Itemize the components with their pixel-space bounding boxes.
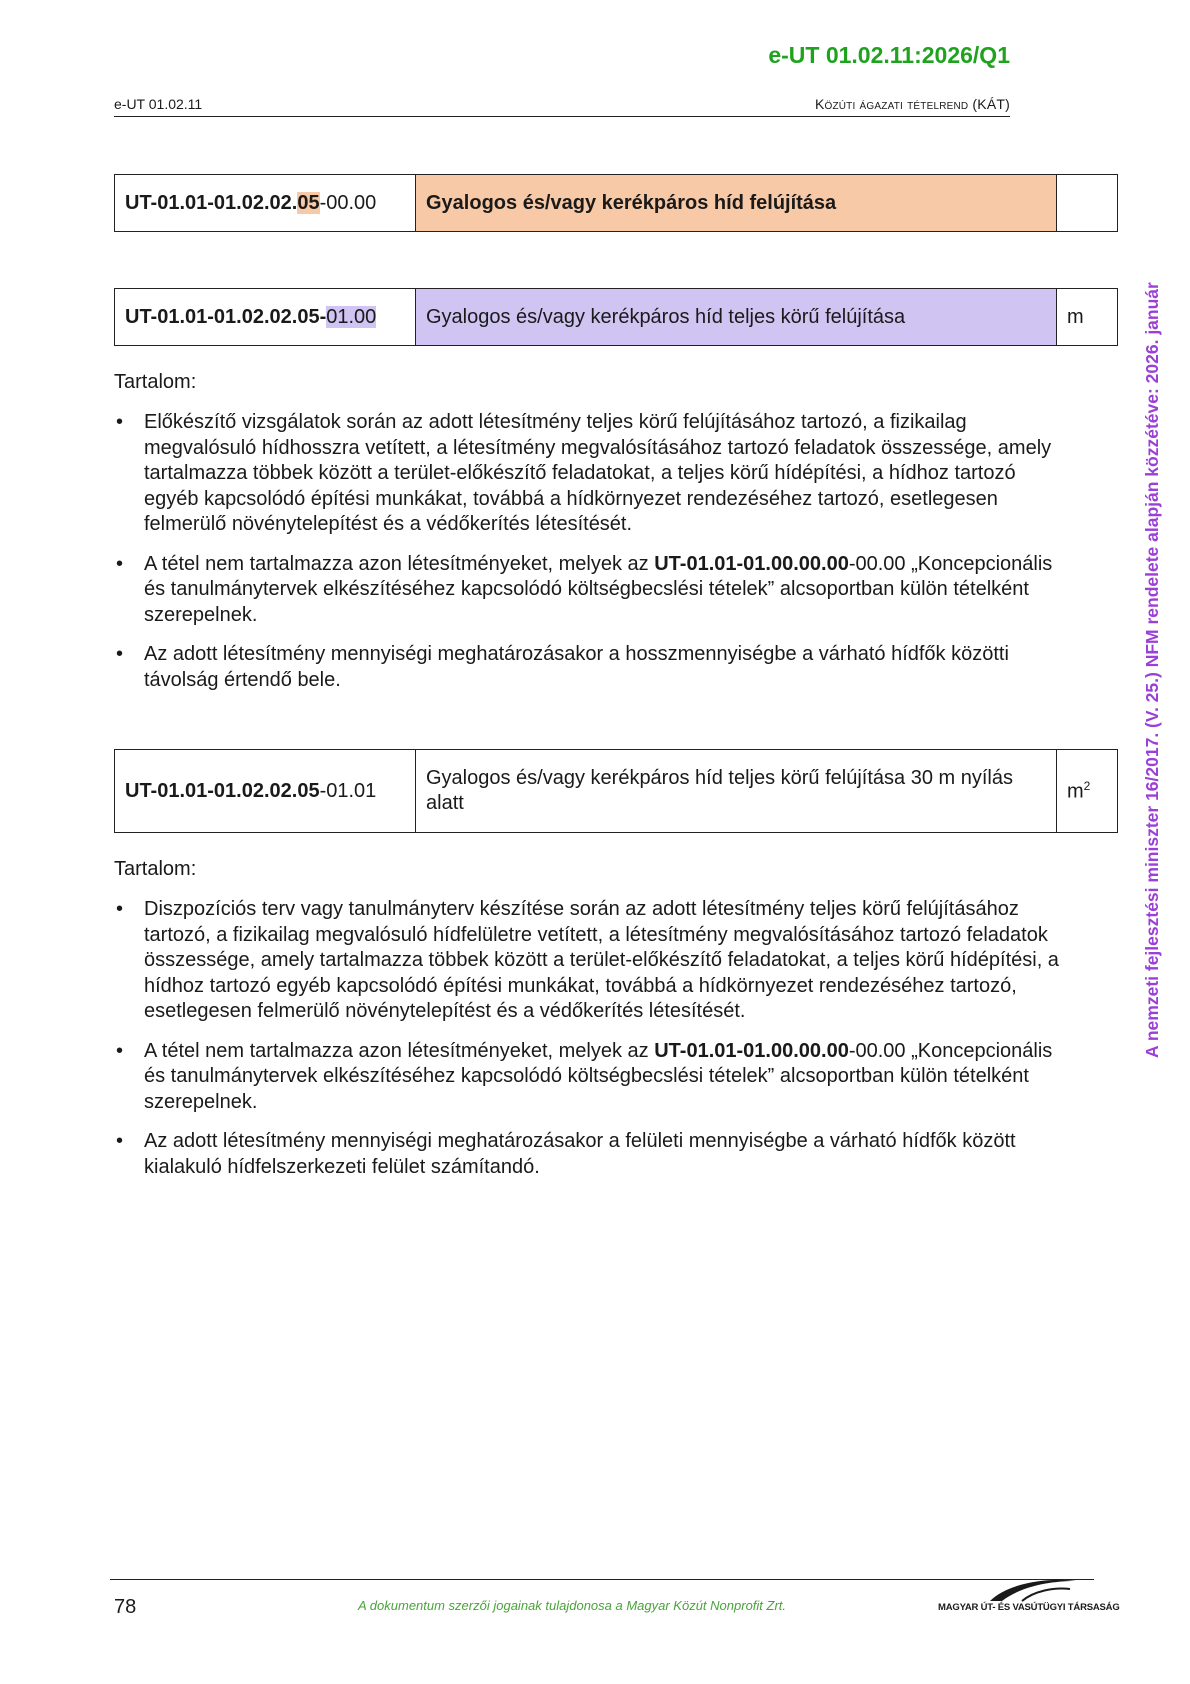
list-item: • Az adott létesítmény mennyiségi meghatározásakor a felületi mennyiségbe a várható hídfők között kialakuló hídfelszerkezeti felület számítandó.: [114, 1129, 1074, 1180]
page-number: 78: [114, 1596, 137, 1618]
item-table-sub: [114, 749, 1118, 833]
item-unit: [1057, 175, 1118, 232]
item-title: Gyalogos és/vagy kerékpáros híd teljes körű felújítása 30 m nyílás alatt: [416, 750, 1057, 833]
organization-logo: [938, 1575, 1120, 1615]
list-item: • A tétel nem tartalmazza azon létesítményeket, melyek az UT-01.01-01.00.00.00-00.00 „Koncepcionális és tanulmánytervek elkészítéséhez kapcsolódó költségbecslési tételek” alcsoportban külön tételként szerepelnek.: [114, 552, 1074, 629]
item-table-main: [114, 288, 1118, 346]
logo-text: MAGYAR ÚT- ÉS VASÚTÜGYI TÁRSASÁG: [938, 1602, 1120, 1613]
document-code: e-UT 01.02.11:2026/Q1: [768, 42, 1010, 68]
item-title: Gyalogos és/vagy kerékpáros híd teljes körű felújítása: [416, 289, 1057, 346]
item-unit: m: [1057, 289, 1118, 346]
list-item: • Az adott létesítmény mennyiségi meghatározásakor a hosszmennyiségbe a várható hídfők közötti távolság értendő bele.: [114, 642, 1074, 693]
section-label: Tartalom:: [114, 371, 197, 393]
swoosh-logo-icon: [938, 1575, 1088, 1603]
header-left: e-UT 01.02.11: [114, 96, 203, 112]
list-item: • A tétel nem tartalmazza azon létesítményeket, melyek az UT-01.01-01.00.00.00-00.00 „Koncepcionális és tanulmánytervek elkészítéséhez kapcsolódó költségbecslési tételek” alcsoportban külön tételként szerepelnek.: [114, 1039, 1074, 1116]
content-list: [114, 897, 1074, 1194]
list-item: • Diszpozíciós terv vagy tanulmányterv készítése során az adott létesítmény teljes körű felújításához tartozó, a fizikailag megvalósuló hídfelületre vetített, a létesítmény megvalósításához tartozó feladatok összessége, amely tartalmazza többek között a terület-előkészítő feladatokat, a teljes körű hídépítési, a hídhoz tartozó egyéb kapcsolódó építési munkákat, továbbá a hídkörnyezet rendezéséhez tartozó, esetlegesen felmerülő növénytelepítést és a védőkerítés létesítését.: [114, 897, 1074, 1025]
copyright-notice: A dokumentum szerzői jogainak tulajdonosa a Magyar Közút Nonprofit Zrt.: [358, 1598, 787, 1613]
item-unit: $m^2$: [1057, 750, 1118, 833]
item-code: UT-01.01-01.02.02.05-00.00: [115, 175, 416, 232]
publication-side-note: A nemzeti fejlesztési miniszter 16/2017. (V. 25.) NFM rendelete alapján közzétéve: 2026. január: [1142, 282, 1162, 1058]
section-label: Tartalom:: [114, 858, 197, 880]
item-code: UT-01.01-01.02.02.05-01.01: [115, 750, 416, 833]
header-right: Közúti ágazati tételrend (KÁT): [814, 96, 1010, 112]
list-item: • Előkészítő vizsgálatok során az adott létesítmény teljes körű felújításához tartozó, a fizikailag megvalósuló hídhosszra vetített, a létesítmény megvalósításához tartozó feladatok összessége, amely tartalmazza többek között a terület-előkészítő feladatokat, a teljes körű hídépítési, a hídhoz tartozó egyéb kapcsolódó építési munkákat, továbbá a hídkörnyezet rendezéséhez tartozó, esetlegesen felmerülő növénytelepítést és a védőkerítés létesítését.: [114, 410, 1074, 538]
item-table-group: [114, 174, 1118, 232]
item-title: Gyalogos és/vagy kerékpáros híd felújítása: [416, 175, 1057, 232]
item-code: UT-01.01-01.02.02.05-01.00: [115, 289, 416, 346]
header-divider: [114, 116, 1010, 117]
content-list: [114, 410, 1074, 707]
